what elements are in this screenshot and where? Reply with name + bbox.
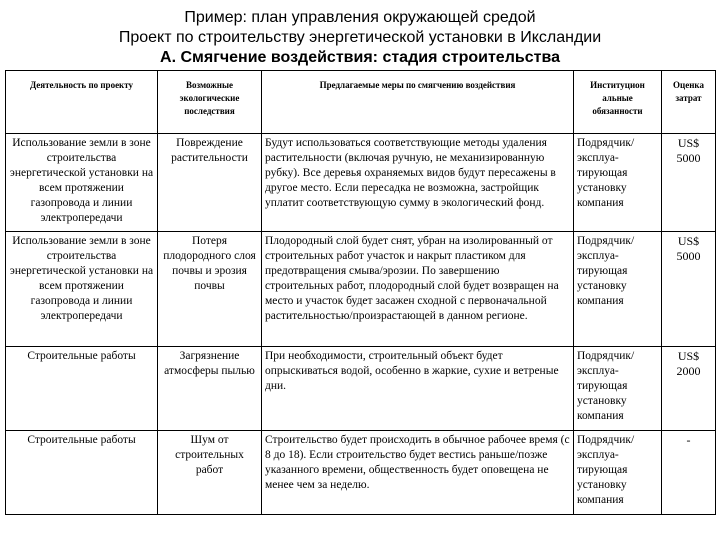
table-row <box>6 347 716 431</box>
section-heading: А. Смягчение воздействия: стадия строительства <box>160 49 560 66</box>
cell-responsibility: Подрядчик/ эксплуа-тирующая установку компания <box>574 431 662 515</box>
cell-measure: Будут использоваться соответствующие методы удаления растительности (включая ручную, не механизированную рубку). Все деревья охраняемых видов будут пересажены в другое место. Если пересадка не возможна, застройщик уплатит соответствующую сумму в экологический фонд. <box>262 134 574 232</box>
header-cost: Оценка затрат <box>662 71 716 134</box>
document-title: Пример: план управления окружающей средой <box>184 9 536 26</box>
cell-activity: Использование земли в зоне строительства энергетической установки на всем протяжении газопровода и линии электропередачи <box>6 232 158 347</box>
header-activity: Деятельность по проекту <box>6 71 158 134</box>
cell-impact: Загрязнение атмосферы пылью <box>158 347 262 431</box>
table-header-row <box>6 71 716 134</box>
cell-responsibility: Подрядчик/ эксплуа-тирующая установку компания <box>574 232 662 347</box>
cell-responsibility: Подрядчик/ эксплуа-тирующая установку компания <box>574 347 662 431</box>
header-measures: Предлагаемые меры по смягчению воздействия <box>262 71 574 134</box>
cell-impact: Повреждение растительности <box>158 134 262 232</box>
cell-impact: Потеря плодородного слоя почвы и эрозия почвы <box>158 232 262 347</box>
header-institutional: Институцион альные обязанности <box>574 71 662 134</box>
cell-responsibility: Подрядчик/ эксплуа-тирующая установку компания <box>574 134 662 232</box>
cell-activity: Строительные работы <box>6 431 158 515</box>
table-row <box>6 431 716 515</box>
cell-activity: Использование земли в зоне строительства энергетической установки на всем протяжении газопровода и линии электропередачи <box>6 134 158 232</box>
cell-measure: При необходимости, строительный объект будет опрыскиваться водой, особенно в жаркие, сухие и ветреные дни. <box>262 347 574 431</box>
cell-cost: US$ 2000 <box>662 347 716 431</box>
cell-activity: Строительные работы <box>6 347 158 431</box>
table-row <box>6 232 716 347</box>
cell-impact: Шум от строительных работ <box>158 431 262 515</box>
header-impacts: Возможные экологические последствия <box>158 71 262 134</box>
cell-cost: US$ 5000 <box>662 134 716 232</box>
cell-measure: Плодородный слой будет снят, убран на изолированный от строительных работ участок и накрыт пластиком для предотвращения смыва/эрозии. По завершению строительных работ, плодородный слой будет возвращен на место и участок будет засажен сходной с первоначальной растительностью/произрастающей в данном регионе. <box>262 232 574 347</box>
cell-measure: Строительство будет происходить в обычное рабочее время (с 8 до 18). Если строительство будет вестись раньше/позже указанного времени, общественность будет оповещена не менее чем за неделю. <box>262 431 574 515</box>
cell-cost: - <box>662 431 716 515</box>
mitigation-table <box>5 70 716 515</box>
document-subtitle: Проект по строительству энергетической установки в Иксландии <box>118 29 602 46</box>
cell-cost: US$ 5000 <box>662 232 716 347</box>
table-row <box>6 134 716 232</box>
